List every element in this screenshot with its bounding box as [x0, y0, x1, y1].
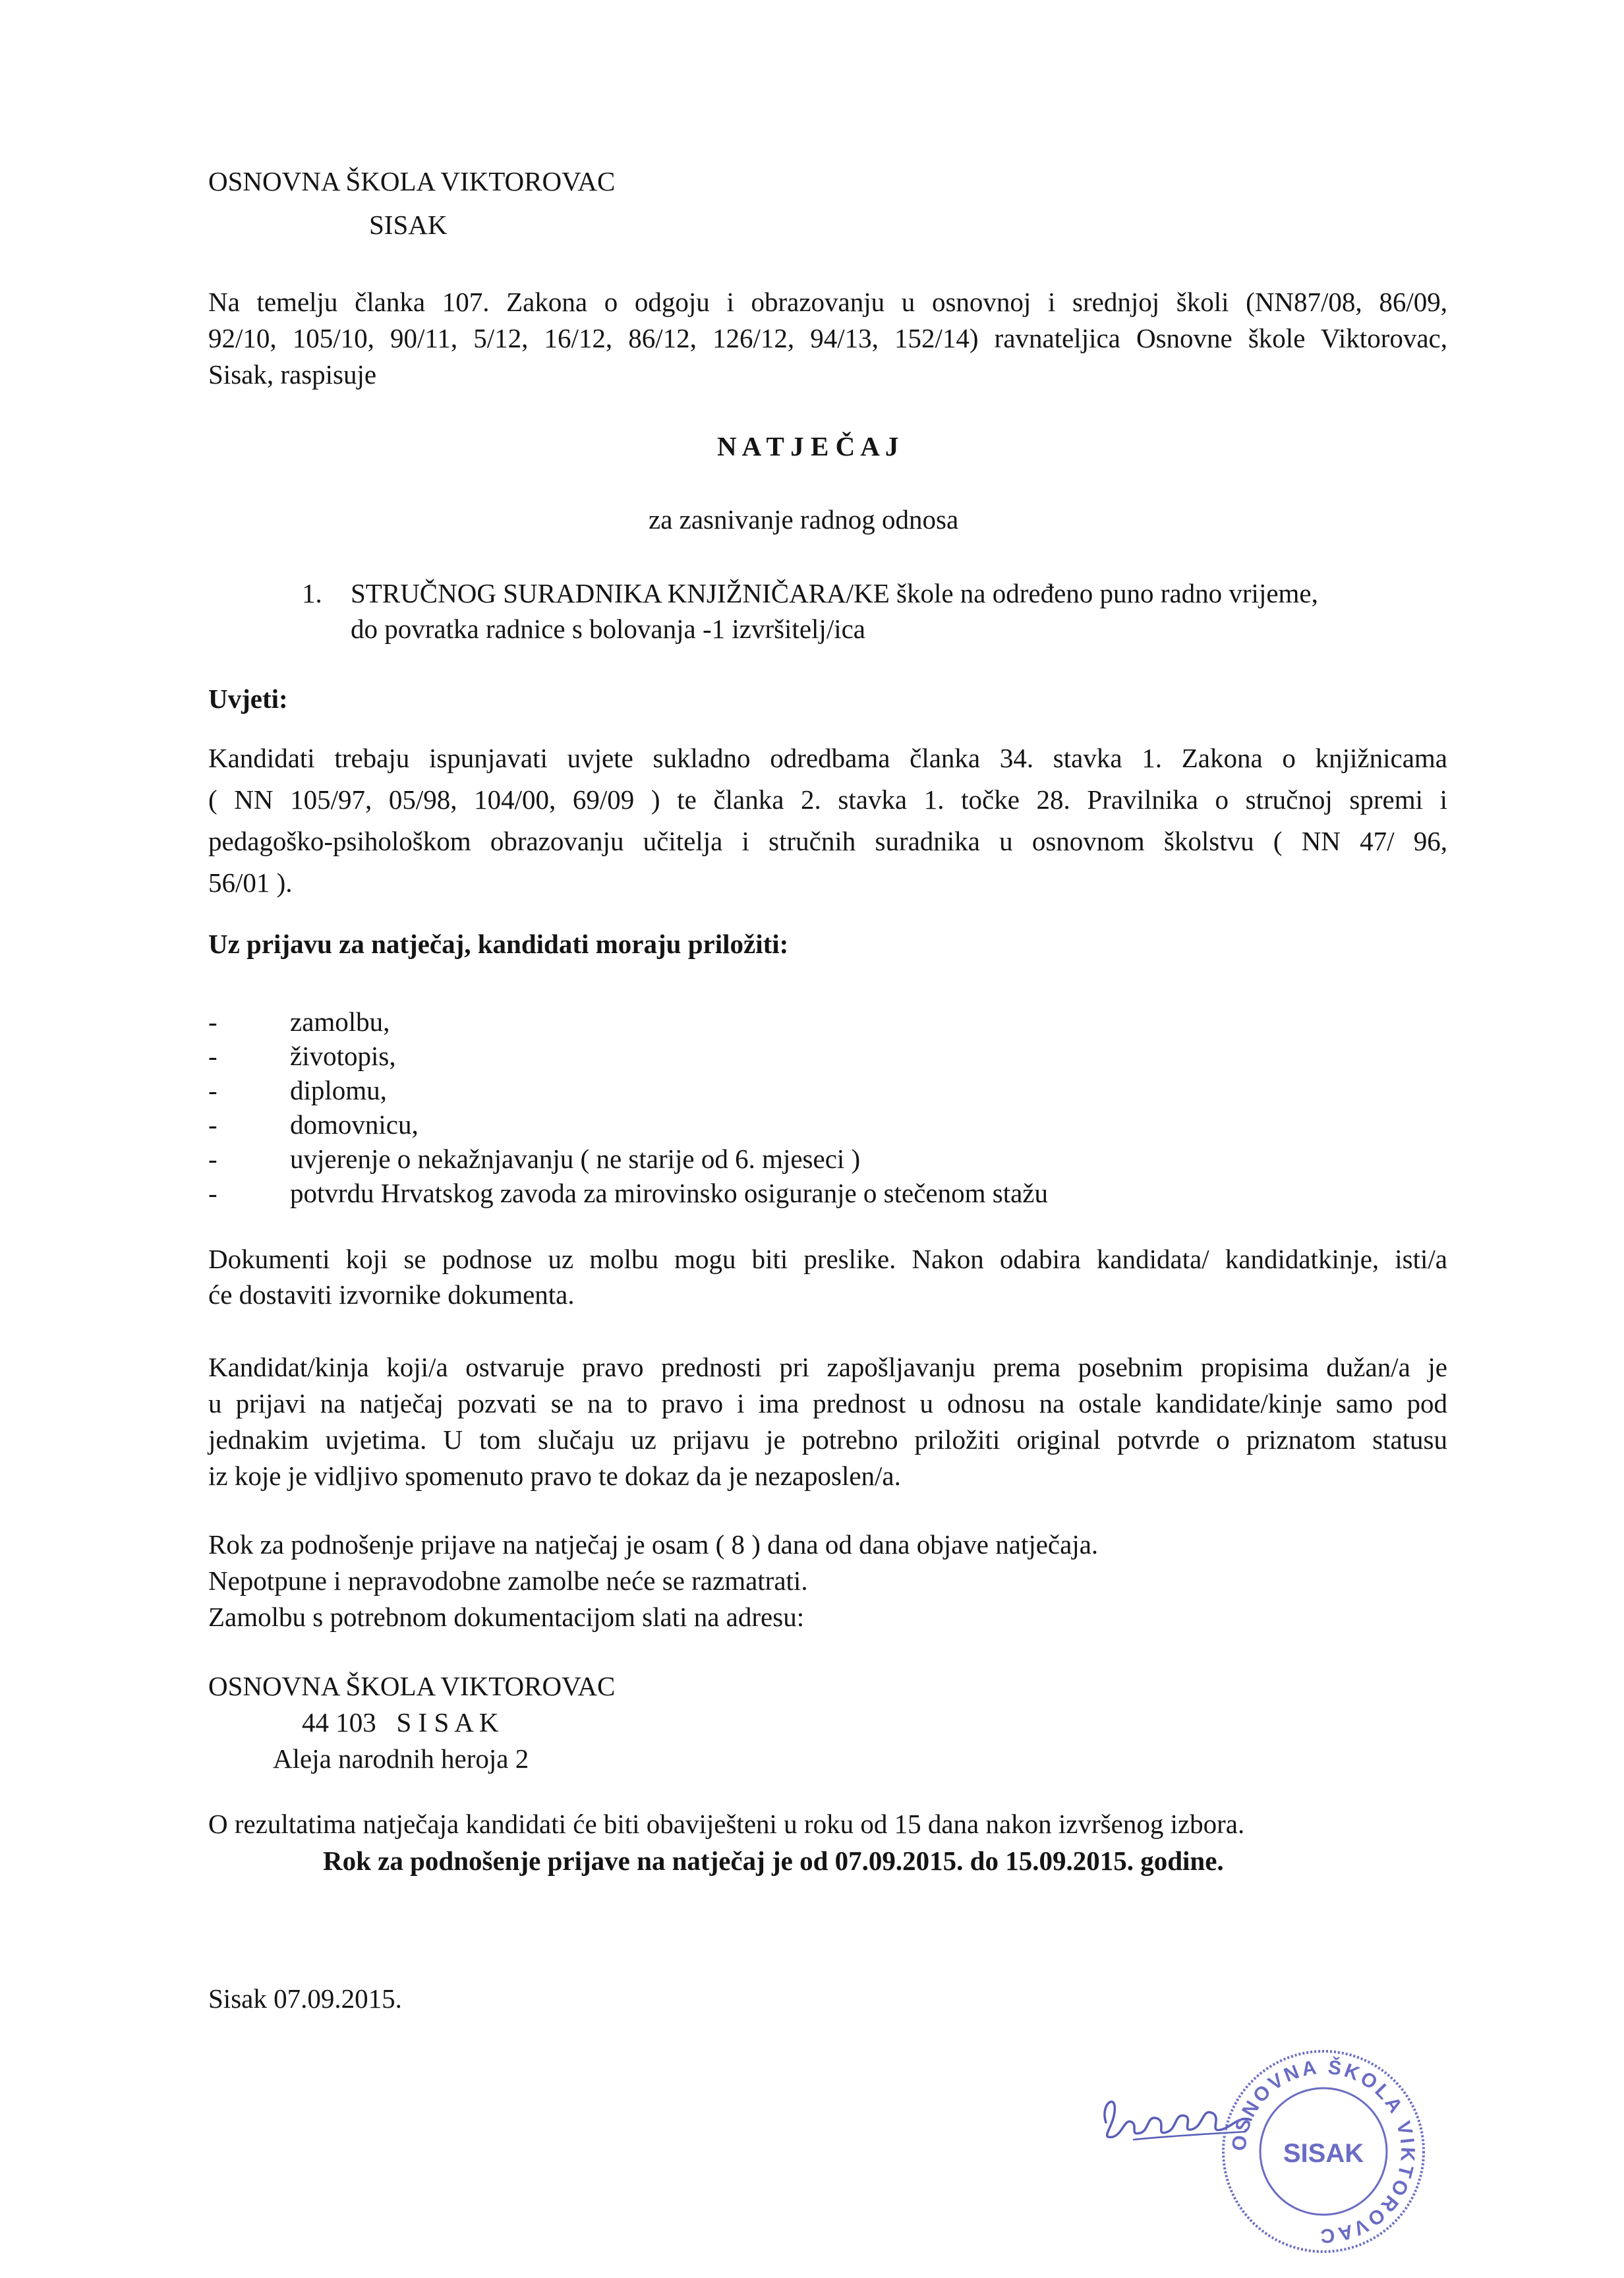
attachments-heading: Uz prijavu za natječaj, kandidati moraju priložiti: [208, 929, 789, 959]
document-title: N A T J E Č A J [717, 431, 899, 461]
position-number: 1. [302, 578, 322, 608]
position-line-1: STRUČNOG SURADNIKA KNJIŽNIČARA/KE škole na određeno puno radno vrijeme, [351, 578, 1318, 608]
address-postal: 44 103 S I S A K [302, 1707, 499, 1738]
conditions-line-2: ( NN 105/97, 05/98, 104/00, 69/09 ) te članka 2. stavka 1. točke 28. Pravilnika o stručnoj spremi i [208, 784, 1447, 815]
priority-note-line-1: Kandidat/kinja koji/a ostvaruje pravo prednosti pri zapošljavanju prema posebnim propisima dužan/a je [208, 1352, 1447, 1382]
conditions-label: Uvjeti: [208, 684, 288, 714]
documents-note-line-2: će dostaviti izvornike dokumenta. [208, 1279, 575, 1310]
deadline-info-line-2: Nepotpune i nepravodobne zamolbe neće se razmatrati. [208, 1565, 808, 1596]
svg-text:OSNOVNA ŠKOLA VIKTOROVAC: OSNOVNA ŠKOLA VIKTOROVAC [1228, 2056, 1419, 2247]
address-street: Aleja narodnih heroja 2 [273, 1743, 529, 1774]
position-line-2: do povratka radnice s bolovanja -1 izvršitelj/ica [351, 614, 866, 644]
conditions-line-1: Kandidati trebaju ispunjavati uvjete sukladno odredbama članka 34. stavka 1. Zakona o knjižnicama [208, 743, 1447, 773]
deadline-bold: Rok za podnošenje prijave na natječaj je od 07.09.2015. do 15.09.2015. godine. [323, 1846, 1224, 1876]
intro-line-1: Na temelju članka 107. Zakona o odgoju i obrazovanju u osnovnoj i srednjoj školi (NN87/08, 86/09, [208, 287, 1447, 317]
conditions-line-3: pedagoško-psihološkom obrazovanju učitelja i stručnih suradnika u osnovnom školstvu ( NN 47/ 96, [208, 826, 1447, 856]
priority-note-line-2: u prijavi na natječaj pozvati se na to pravo i ima prednost u odnosu na ostale kandidate/kinje samo pod [208, 1388, 1447, 1418]
priority-note-line-3: jednakim uvjetima. U tom slučaju uz prijavu je potrebno priložiti original potvrde o priznatom statusu [208, 1424, 1447, 1455]
school-stamp [1218, 2046, 1429, 2257]
school-name-header: OSNOVNA ŠKOLA VIKTOROVAC [208, 166, 616, 196]
place-date: Sisak 07.09.2015. [208, 1983, 402, 2014]
address-school: OSNOVNA ŠKOLA VIKTOROVAC [208, 1671, 616, 1701]
city-header: SISAK [369, 210, 448, 240]
documents-note-line-1: Dokumenti koji se podnose uz molbu mogu biti preslike. Nakon odabira kandidata/ kandidatkinje, isti/a [208, 1244, 1447, 1274]
intro-line-2: 92/10, 105/10, 90/11, 5/12, 16/12, 86/12, 126/12, 94/13, 152/14) ravnateljica Osnovne škole Viktorovac, [208, 323, 1447, 353]
document-subtitle: za zasnivanje radnog odnosa [649, 504, 959, 535]
conditions-line-4: 56/01 ). [208, 867, 293, 898]
svg-text:SISAK: SISAK [1283, 2139, 1364, 2168]
results-note: O rezultatima natječaja kandidati će biti obaviješteni u roku od 15 dana nakon izvršenog izbora. [208, 1809, 1245, 1839]
deadline-info-line-3: Zamolbu s potrebnom dokumentacijom slati na adresu: [208, 1602, 805, 1632]
priority-note-line-4: iz koje je vidljivo spomenuto pravo te dokaz da je nezaposlen/a. [208, 1461, 901, 1491]
deadline-info-line-1: Rok za podnošenje prijave na natječaj je osam ( 8 ) dana od dana objave natječaja. [208, 1529, 1099, 1560]
intro-line-3: Sisak, raspisuje [208, 359, 377, 390]
